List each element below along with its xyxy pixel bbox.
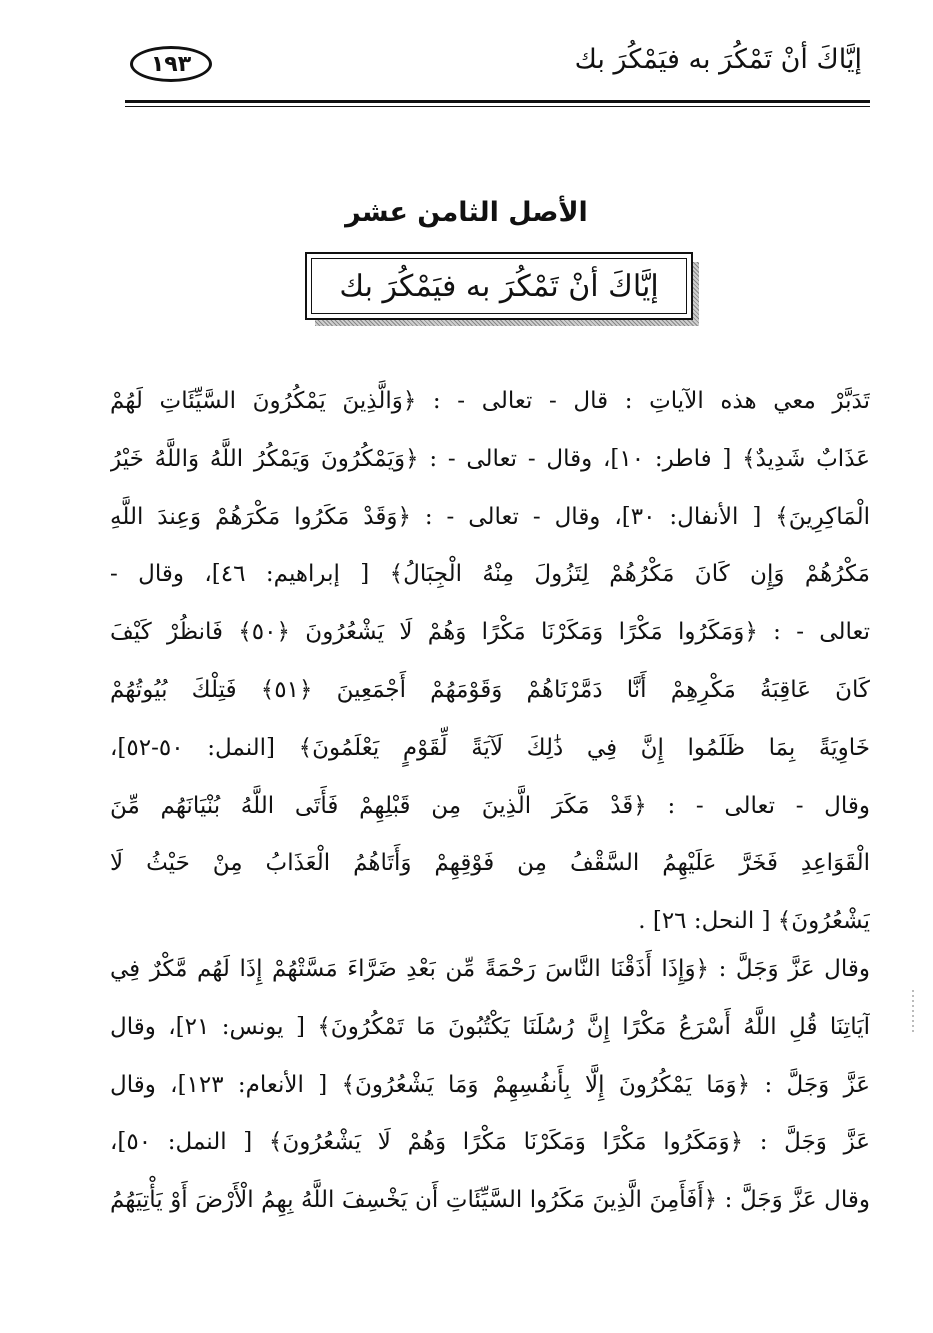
text-line: كَانَ عَاقِبَةُ مَكْرِهِمْ أَنَّا دَمَّرْنَاهُمْ وَقَوْمَهُمْ أَجْمَعِينَ ﴿٥١﴾ فَتِلْكَ بُيُوتُهُمْ — [110, 676, 870, 703]
chapter-title-frame — [305, 252, 703, 330]
header-rule-thin — [125, 106, 870, 107]
text-line: تَدَبَّرْ معي هذه الآياتِ : قال - تعالى - : ﴿وَالَّذِينَ يَمْكُرُونَ السَّيِّئَاتِ لَهُمْ — [110, 388, 870, 414]
text-line: الْقَوَاعِدِ فَخَرَّ عَلَيْهِمُ السَّقْفُ مِن فَوْقِهِمْ وَأَتَاهُمُ الْعَذَابُ مِنْ حَيْثُ لَا — [110, 850, 870, 877]
paragraph-2 — [110, 941, 870, 1230]
text-line: آيَاتِنَا قُلِ اللَّهُ أَسْرَعُ مَكْرًا إِنَّ رُسُلَنَا يَكْتُبُونَ مَا تَمْكُرُونَ﴾ [ يونس: ٢١]، وقال — [110, 1013, 870, 1040]
text-line: عَزَّ وَجَلَّ : ﴿وَمَكَرُوا مَكْرًا وَمَكَرْنَا مَكْرًا وَهُمْ لَا يَشْعُرُونَ﴾ [ النمل: ٥٠]، — [110, 1129, 870, 1156]
header-rule — [125, 100, 870, 103]
paragraph-1 — [110, 373, 870, 951]
chapter-title: إيَّاكَ أنْ تَمْكُرَ به فيَمْكُرَ بك — [339, 268, 659, 304]
text-line: تعالى - : ﴿وَمَكَرُوا مَكْرًا وَمَكَرْنَا مَكْرًا وَهُمْ لَا يَشْعُرُونَ ﴿٥٠﴾ فَانظُرْ كَيْفَ — [110, 619, 870, 646]
running-title: إيَّاكَ أنْ تَمْكُرَ به فيَمْكُرَ بك — [574, 44, 862, 75]
text-line: يَشْعُرُونَ﴾ [ النحل: ٢٦] . — [638, 908, 870, 935]
running-header — [125, 38, 870, 100]
text-line: مَكْرُهُمْ وَإِن كَانَ مَكْرُهُمْ لِتَزُولَ مِنْهُ الْجِبَالُ﴾ [ إبراهيم: ٤٦]، وقال - — [110, 561, 870, 588]
scan-artifact — [912, 990, 914, 1032]
text-line: الْمَاكِرِينَ﴾ [ الأنفال: ٣٠]، وقال - تعالى - : ﴿وَقَدْ مَكَرُوا مَكْرَهُمْ وَعِندَ اللَّهِ — [110, 503, 870, 530]
page-number: ١٩٣ — [130, 46, 212, 82]
text-line: خَاوِيَةً بِمَا ظَلَمُوا إِنَّ فِي ذَٰلِكَ لَآيَةً لِّقَوْمٍ يَعْلَمُونَ﴾ [النمل: ٥٠-٥٢]، — [110, 734, 870, 761]
text-line: وقال عَزَّ وَجَلَّ : ﴿وَإِذَا أَذَقْنَا النَّاسَ رَحْمَةً مِّن بَعْدِ ضَرَّاءَ مَسَّتْهُمْ إِذَا لَهُم مَّكْرٌ فِي — [110, 956, 870, 982]
text-line: عَذَابٌ شَدِيدٌ﴾ [ فاطر: ١٠]، وقال - تعالى - : ﴿وَيَمْكُرُونَ وَيَمْكُرُ اللَّهُ وَاللَّهُ خَيْرُ — [110, 445, 870, 472]
text-line: وقال عَزَّ وَجَلَّ : ﴿أَفَأَمِنَ الَّذِينَ مَكَرُوا السَّيِّئَاتِ أَن يَخْسِفَ اللَّهُ بِهِمُ الْأَرْضَ أَوْ يَأْتِيَهُمُ — [110, 1187, 870, 1214]
text-line: وقال - تعالى - : ﴿قَدْ مَكَرَ الَّذِينَ مِن قَبْلِهِمْ فَأَتَى اللَّهُ بُنْيَانَهُم مِّنَ — [110, 792, 870, 819]
text-line: عَزَّ وَجَلَّ : ﴿وَمَا يَمْكُرُونَ إِلَّا بِأَنفُسِهِمْ وَمَا يَشْعُرُونَ﴾ [ الأنعام: ١٢٣]، وقال — [110, 1071, 870, 1098]
chapter-heading: الأصل الثامن عشر — [345, 197, 588, 228]
chapter-title-box — [305, 252, 693, 320]
